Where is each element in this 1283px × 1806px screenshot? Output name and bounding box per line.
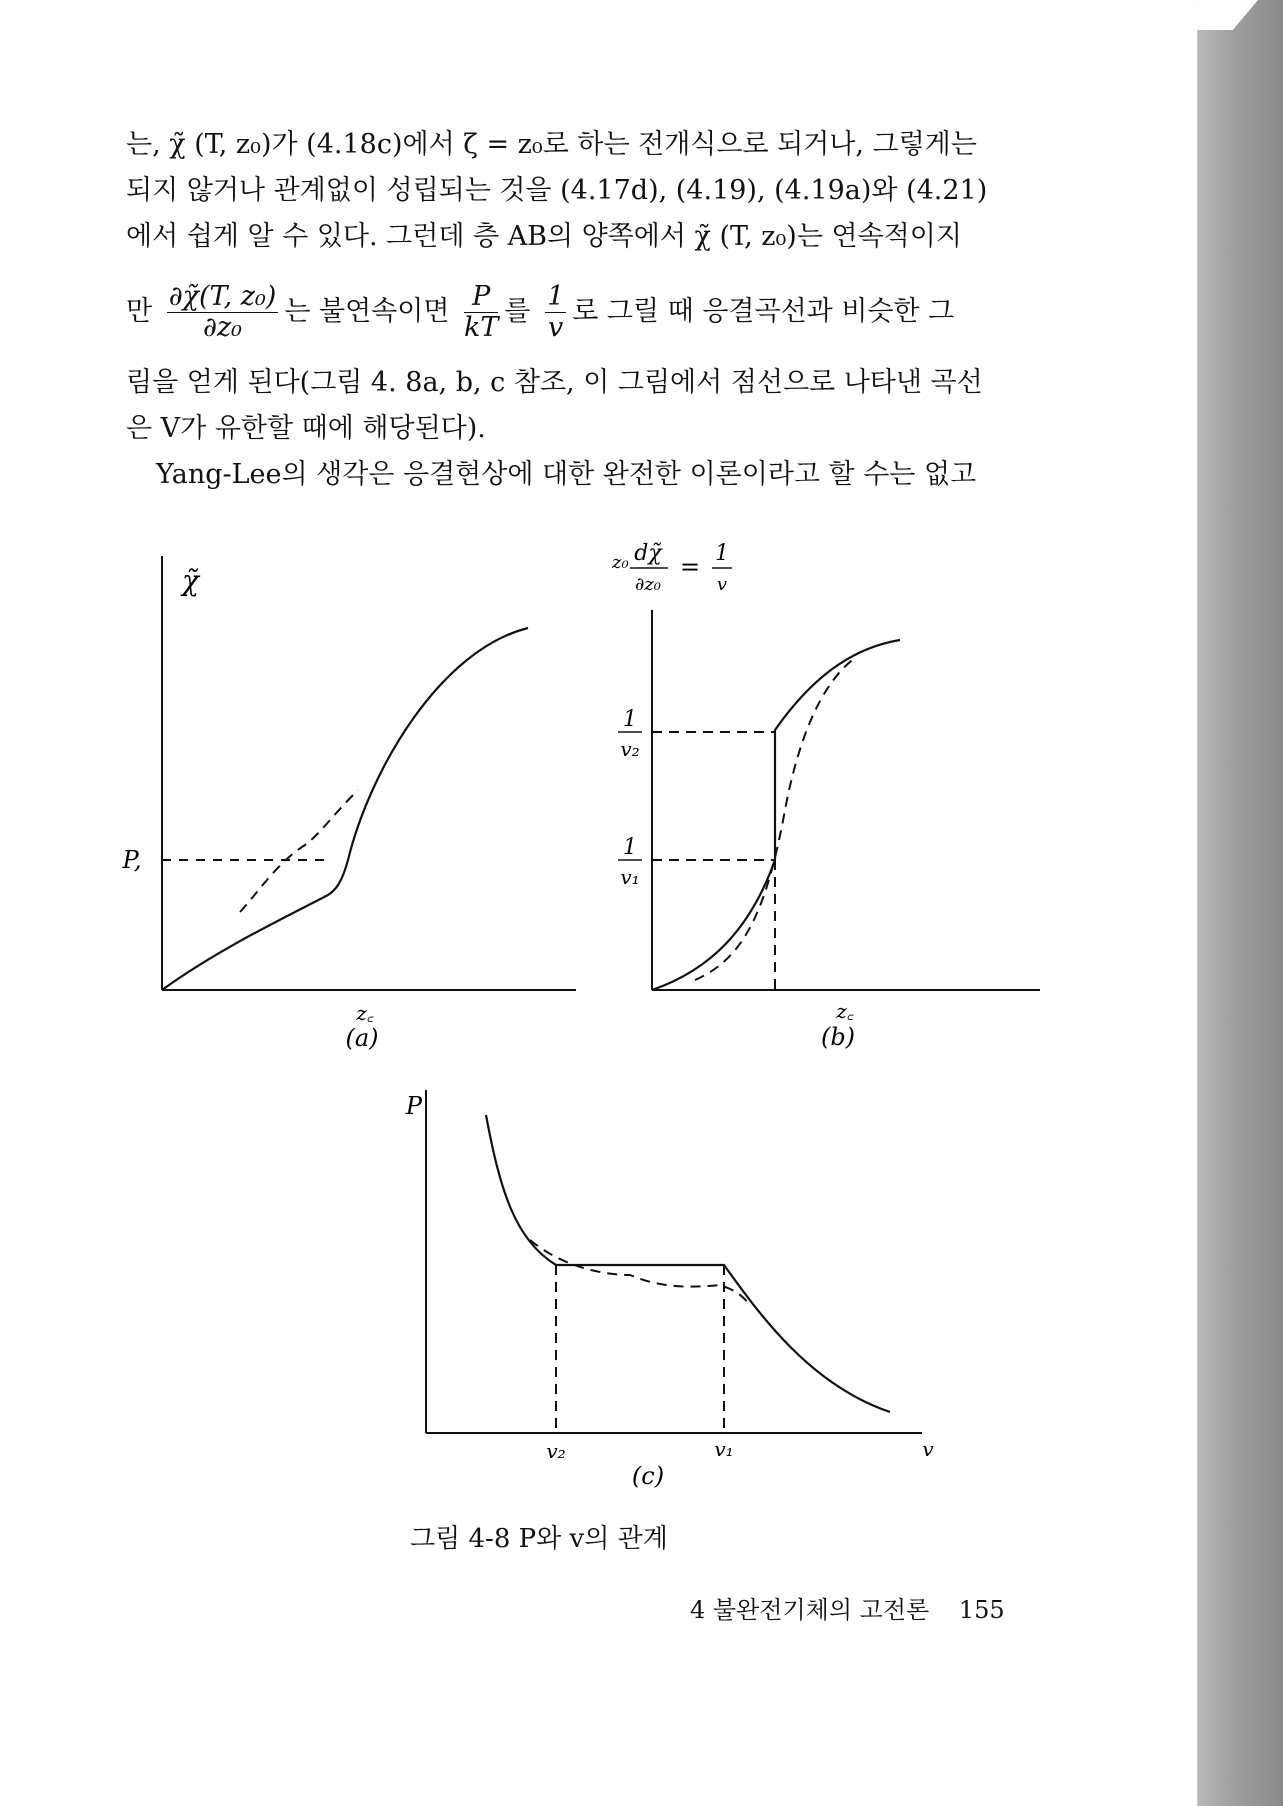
text-line-5: 림을 얻게 된다(그림 4. 8a, b, c 참조, 이 그림에서 점선으로 나타낸 곡선	[126, 367, 983, 398]
fraction-one-over-v-numerator: 1	[547, 281, 565, 312]
text-line-4-a: 만	[126, 296, 153, 327]
fig-b-tick-lower-num: 1	[623, 835, 637, 860]
fig-a-panel-label: (a)	[345, 1024, 379, 1050]
fig-b-y-label-frac-den: ∂z₀	[634, 574, 662, 595]
text-line-7: Yang-Lee의 생각은 응결현상에 대한 완전한 이론이라고 할 수는 없고	[156, 459, 977, 490]
text-line-6: 은 V가 유한할 때에 해당된다).	[126, 413, 486, 444]
fig-b-x-tick: z꜀	[836, 999, 854, 1023]
fig-b-panel-label: (b)	[820, 1023, 856, 1050]
page-footer	[690, 1590, 1005, 1625]
text-line-4	[126, 282, 1041, 343]
fig-a-x-tick: z꜀	[356, 1001, 374, 1025]
body-text-2	[126, 360, 1041, 498]
fig-a-y-tick: P,	[122, 846, 142, 874]
running-footer-section: 4 불완전기체의 고전론	[690, 1596, 930, 1624]
fig-c-x-tick-left: v₂	[546, 1439, 566, 1463]
fig-b-y-label-frac-num: dχ̃	[634, 541, 662, 566]
fig-c-y-label: P	[405, 1092, 423, 1120]
text-line-4-b: 는 불연속이면	[284, 296, 450, 327]
fig-b-y-label-rhs-num: 1	[715, 541, 729, 566]
figure-caption: 그림 4-8 P와 v의 관계	[410, 1524, 668, 1554]
figure-a	[110, 550, 590, 1050]
figure-b	[600, 540, 1070, 1050]
fig-a-solid-curve	[162, 628, 528, 990]
fig-c-panel-label: (c)	[631, 1462, 665, 1490]
fig-c-dashed-curve	[530, 1240, 750, 1305]
fraction-dchi-dz-numerator: ∂χ̃(T, z₀)	[168, 281, 277, 312]
fig-b-y-label-eq: =	[679, 553, 701, 581]
book-edge	[1198, 0, 1283, 1806]
text-line-4-c: 를	[504, 296, 531, 327]
body-text-math-line	[126, 282, 1041, 343]
fig-b-y-label-lhs: z₀	[612, 552, 629, 573]
fig-a-y-label: χ̃	[182, 564, 199, 597]
fraction-dchi-dz	[167, 282, 279, 343]
fraction-p-kt-denominator: kT	[464, 312, 499, 343]
fig-c-x-tick-right: v₁	[714, 1437, 734, 1461]
page-number: 155	[958, 1596, 1005, 1624]
figure-c	[390, 1080, 950, 1490]
fraction-dchi-dz-denominator: ∂z₀	[203, 312, 243, 343]
text-line-1: 는, χ̃ (T, z₀)가 (4.18c)에서 ζ = z₀로 하는 전개식으로 되거나, 그렇게는	[126, 129, 977, 160]
fig-c-x-label: v	[922, 1437, 934, 1461]
fraction-one-over-v	[545, 282, 566, 343]
fig-a-dashed-curve	[240, 790, 358, 912]
fig-b-tick-upper-num: 1	[623, 707, 637, 732]
fraction-one-over-v-denominator: v	[548, 312, 564, 343]
fig-b-y-label-rhs-den: v	[716, 574, 728, 595]
fraction-p-kt	[464, 282, 498, 343]
body-text	[126, 122, 1041, 260]
text-line-2: 되지 않거나 관계없이 성립되는 것을 (4.17d), (4.19), (4.19a)와 (4.21)	[126, 175, 988, 206]
text-line-4-d: 로 그릴 때 응결곡선과 비슷한 그	[572, 296, 955, 327]
fig-b-tick-lower-den: v₁	[620, 865, 640, 889]
fig-b-tick-upper-den: v₂	[620, 737, 640, 761]
text-line-3: 에서 쉽게 알 수 있다. 그런데 층 AB의 양쪽에서 χ̃ (T, z₀)는 연속적이지	[126, 221, 962, 252]
fraction-p-kt-numerator: P	[464, 282, 498, 313]
fig-c-solid-curve	[486, 1115, 890, 1412]
